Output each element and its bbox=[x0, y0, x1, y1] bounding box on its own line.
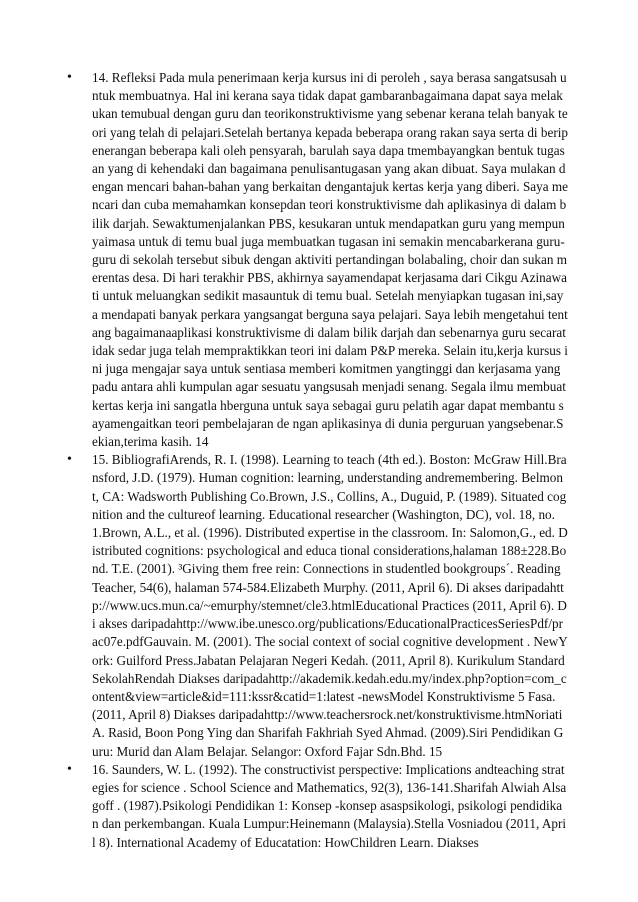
bullet-marker: • bbox=[67, 761, 72, 777]
bullet-list bbox=[67, 69, 569, 852]
bibliography-paragraph: 15. BibliografiArends, R. I. (1998). Learning to teach (4th ed.). Boston: McGraw Hill.Bransford, J.D. (1979). Human cognition: learning, understanding andremembering. Belmont, CA: Wadsworth Publishing Co.Brown, J.S., Collins, A., Duguid, P. (1989). Situated cognition and the cultureof learning. Educational researcher (Washington, DC), vol. 18, no. 1.Brown, A.L., et al. (1996). Distributed expertise in the classroom. In: Salomon,G., ed. Distributed cognitions: psychological and educa tional considerations,halaman 188±228.Bond. T.E. (2001). ³Giving them free rein: Connections in studentled bookgroups´. Reading Teacher, 54(6), halaman 574-584.Elizabeth Murphy. (2011, April 6). Di akses daripadahttp://www.ucs.mun.ca/~emurphy/stemnet/cle3.htmlEducational Practices (2011, April 6). Di akses daripadahttp://www.ibe.unesco.org/publications/EducationalPracticesSeriesPdf/prac07e.pdfGauvain. M. (2001). The social context of social cognitive development . NewYork: Guilford Press.Jabatan Pelajaran Negeri Kedah. (2011, April 8). Kurikulum Standard SekolahRendah Diakses daripadahttp://akademik.kedah.edu.my/index.php?option=com_content&view=article&id=111:kssr&catid=1:latest -newsModel Konstruktivisme 5 Fasa. (2011, April 8) Diakses daripadahttp://www.teachersrock.net/konstruktivisme.htmNoriati A. Rasid, Boon Pong Ying dan Sharifah Fakhriah Syed Ahmad. (2009).Siri Pendidikan Guru: Murid dan Alam Belajar. Selangor: Oxford Fajar Sdn.Bhd. 15 bbox=[92, 452, 568, 759]
bullet-marker: • bbox=[67, 70, 72, 85]
list-item-16 bbox=[67, 761, 568, 852]
bullet-marker: • bbox=[67, 452, 72, 468]
reflection-paragraph: 14. Refleksi Pada mula penerimaan kerja kursus ini di peroleh , saya berasa sangatsusah untuk membuatnya. Hal ini kerana saya tidak dapat gambaranbagaimana dapat saya melakukan temubual dengan guru dan teorikonstruktivisme yang sebenar kerana telah banyak teori yang telah di pelajari.Setelah bertanya kepada beberapa orang rakan saya serta di beripenerangan beberapa kali oleh pensyarah, barulah saya dapa tmembayangkan bentuk tugasan yang di kehendaki dan bagaimana penulisantugasan yang akan dibuat. Saya mulakan dengan mencari bahan-bahan yang berkaitan dengantajuk kertas kerja yang diberi. Saya mencari dan cuba memahamkan konsepdan teori konstruktivisme dah aplikasinya di dalam bilik darjah. Sewaktumenjalankan PBS, kesukaran untuk mendapatkan guru yang mempunyaimasa untuk di temu bual juga membuatkan tugasan ini semakin mencabarkerana guru-guru di sekolah tersebut sibuk dengan aktiviti pertandingan bolabaling, choir dan sukan merentas desa. Di hari terakhir PBS, akhirnya sayamendapat kerjasama dari Cikgu Azinawati untuk meluangkan sedikit masauntuk di temu bual. Setelah menyiapkan tugasan ini,saya mendapati banyak perkara yangsangat berguna saya pelajari. Saya lebih mengetahui tentang bagaimanaaplikasi konstruktivisme di dalam bilik darjah dan sebenarnya guru secaratidak sedar juga telah mempraktikkan teori ini dalam P&P mereka. Selain itu,kerja kursus ini juga mengajar saya untuk sentiasa memberi komitmen yangtinggi dan kerjasama yang padu antara ahli kumpulan agar sesuatu yangsusah menjadi senang. Segala ilmu membuat kertas kerja ini sangatla hberguna untuk saya sebagai guru pelatih agar dapat membantu sayamengaitkan teori pembelajaran de ngan aplikasinya di dunia perguruan yangsebenar.Sekian,terima kasih. 14 bbox=[92, 70, 569, 450]
bibliography-continued-paragraph: 16. Saunders, W. L. (1992). The constructivist perspective: Implications andteaching strategies for science . School Science and Mathematics, 92(3), 136-141.Sharifah Alwiah Alsagoff . (1987).Psikologi Pendidikan 1: Konsep -konsep asaspsikologi, psikologi pendidikan dan perkembangan. Kuala Lumpur:Heinemann (Malaysia).Stella Vosniadou (2011, April 8). International Academy of Educatation: HowChildren Learn. Diakses bbox=[92, 761, 567, 850]
list-item-15 bbox=[67, 451, 568, 760]
list-item-14 bbox=[67, 69, 569, 451]
